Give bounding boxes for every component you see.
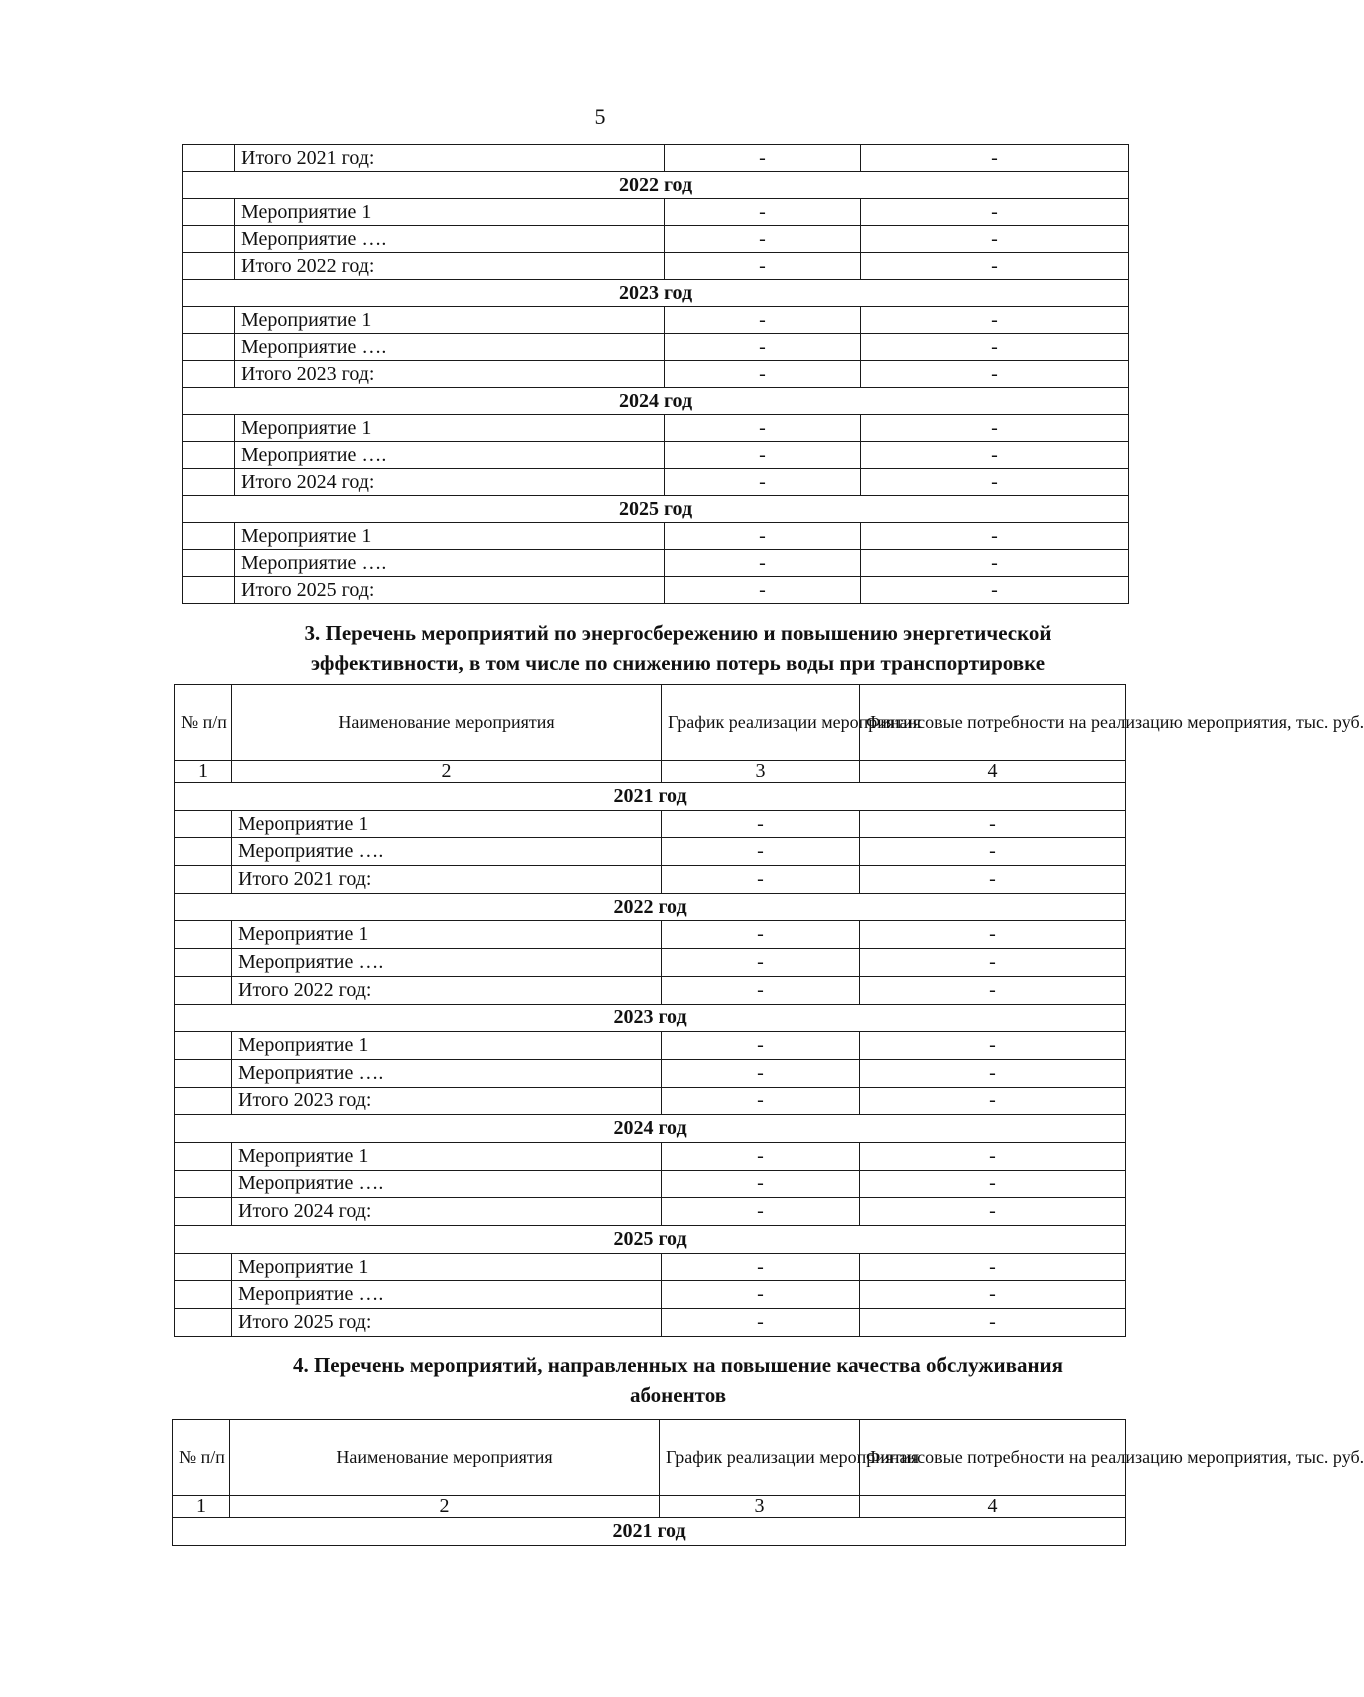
table-row [175,1059,1126,1087]
finance-cell: - [860,976,1126,1004]
row-number [183,550,235,577]
total-label: Итого 2021 год: [232,866,662,894]
table-continued [182,144,1129,604]
section-4-heading [228,1350,1128,1410]
table-row [175,1281,1126,1309]
section-3-heading-line-2: эффективности, в том числе по снижению потерь воды при транспортировке [310,651,1046,675]
table-row [175,838,1126,866]
activity-name: Мероприятие 1 [232,810,662,838]
year-row [175,783,1126,811]
year-label: 2024 год [175,1115,1126,1143]
finance-cell: - [861,307,1129,334]
year-label: 2024 год [183,388,1129,415]
schedule-cell: - [665,550,861,577]
total-label: Итого 2022 год: [232,976,662,1004]
activity-name: Мероприятие …. [232,838,662,866]
header-finance: Финансовые потребности на реализацию мероприятия, тыс. руб. [860,1420,1126,1496]
col-number-4: 4 [860,1496,1126,1518]
schedule-cell: - [665,307,861,334]
table-row [175,921,1126,949]
year-row [183,172,1129,199]
year-row [183,496,1129,523]
schedule-cell: - [662,838,860,866]
header-name: Наименование мероприятия [230,1420,660,1496]
finance-cell: - [860,1198,1126,1226]
activity-name: Мероприятие …. [235,550,665,577]
row-number [175,1142,232,1170]
table-row [183,415,1129,442]
row-number [183,334,235,361]
col-number-1: 1 [173,1496,230,1518]
schedule-cell: - [665,442,861,469]
row-number [183,307,235,334]
section-3-heading [228,618,1128,678]
table-row [183,226,1129,253]
header-schedule: График реализации мероприятия [662,685,860,761]
finance-cell: - [861,253,1129,280]
schedule-cell: - [665,577,861,604]
schedule-cell: - [662,866,860,894]
table-row [175,949,1126,977]
finance-cell: - [861,145,1129,172]
row-number [183,577,235,604]
schedule-cell: - [662,1309,860,1337]
schedule-cell: - [662,1198,860,1226]
column-numbers-row [173,1496,1126,1518]
year-row [183,388,1129,415]
finance-cell: - [860,949,1126,977]
schedule-cell: - [662,1253,860,1281]
table-header-row [175,685,1126,761]
row-number [183,226,235,253]
schedule-cell: - [662,976,860,1004]
col-number-3: 3 [660,1496,860,1518]
schedule-cell: - [662,949,860,977]
year-row [173,1518,1126,1546]
finance-cell: - [860,1170,1126,1198]
section-4-heading-line-2: абонентов [629,1383,727,1407]
table-row [183,523,1129,550]
schedule-cell: - [662,1170,860,1198]
finance-cell: - [861,415,1129,442]
schedule-cell: - [662,1087,860,1115]
activity-name: Мероприятие 1 [235,415,665,442]
year-row [175,1226,1126,1254]
total-row [175,976,1126,1004]
row-number [175,1309,232,1337]
finance-cell: - [860,810,1126,838]
header-schedule: График реализации мероприятия [660,1420,860,1496]
row-number [175,1281,232,1309]
finance-cell: - [860,838,1126,866]
total-row [175,866,1126,894]
col-number-2: 2 [232,761,662,783]
table-row [183,550,1129,577]
row-number [183,253,235,280]
col-number-4: 4 [860,761,1126,783]
total-row [175,1087,1126,1115]
row-number [183,523,235,550]
schedule-cell: - [665,226,861,253]
schedule-cell: - [662,1032,860,1060]
row-number [175,866,232,894]
total-label: Итого 2021 год: [235,145,665,172]
row-number [183,415,235,442]
finance-cell: - [861,523,1129,550]
activity-name: Мероприятие 1 [232,1253,662,1281]
schedule-cell: - [662,810,860,838]
year-label: 2023 год [183,280,1129,307]
row-number [175,838,232,866]
finance-cell: - [860,921,1126,949]
activity-name: Мероприятие 1 [235,307,665,334]
finance-cell: - [861,334,1129,361]
finance-cell: - [860,1309,1126,1337]
table-body [175,783,1126,1337]
year-row [175,1004,1126,1032]
header-name: Наименование мероприятия [232,685,662,761]
table-service-quality [172,1419,1364,1546]
activity-name: Мероприятие 1 [235,199,665,226]
row-number [175,1170,232,1198]
table-row [183,577,1129,604]
col-number-3: 3 [662,761,860,783]
activity-name: Мероприятие …. [235,442,665,469]
schedule-cell: - [665,361,861,388]
total-row [183,145,1129,172]
year-label: 2022 год [183,172,1129,199]
year-label: 2021 год [173,1518,1126,1546]
finance-cell: - [860,1059,1126,1087]
activity-name: Итого 2025 год: [232,1309,662,1337]
table-row [175,810,1126,838]
schedule-cell: - [662,1059,860,1087]
row-number [175,921,232,949]
total-row [175,1198,1126,1226]
table-row [183,442,1129,469]
table-row [175,1170,1126,1198]
finance-cell: - [860,1142,1126,1170]
year-label: 2022 год [175,893,1126,921]
table-row [183,307,1129,334]
year-label: 2025 год [175,1226,1126,1254]
schedule-cell: - [665,334,861,361]
row-number [175,1087,232,1115]
row-number [175,1253,232,1281]
total-row [183,469,1129,496]
schedule-cell: - [665,415,861,442]
row-number [183,145,235,172]
activity-name: Итого 2025 год: [235,577,665,604]
row-number [175,976,232,1004]
table-energy-saving [174,684,1364,1337]
section-4-heading-line-1: 4. Перечень мероприятий, направленных на повышение качества обслуживания [292,1353,1064,1377]
table-row [175,1142,1126,1170]
schedule-cell: - [665,523,861,550]
activity-name: Мероприятие 1 [235,523,665,550]
schedule-cell: - [662,1142,860,1170]
table-row [183,199,1129,226]
year-row [175,893,1126,921]
activity-name: Мероприятие 1 [232,1142,662,1170]
table-header-row [173,1420,1126,1496]
row-number [175,1032,232,1060]
col-number-2: 2 [230,1496,660,1518]
table-body [173,1518,1126,1546]
schedule-cell: - [665,145,861,172]
row-number [183,442,235,469]
total-label: Итого 2023 год: [232,1087,662,1115]
table-row [175,1309,1126,1337]
total-label: Итого 2023 год: [235,361,665,388]
column-numbers-row [175,761,1126,783]
row-number [183,469,235,496]
col-number-1: 1 [175,761,232,783]
row-number [175,1059,232,1087]
schedule-cell: - [662,1281,860,1309]
finance-cell: - [861,226,1129,253]
row-number [183,361,235,388]
finance-cell: - [860,866,1126,894]
row-number [183,199,235,226]
finance-cell: - [861,469,1129,496]
finance-cell: - [861,361,1129,388]
year-label: 2021 год [175,783,1126,811]
row-number [175,949,232,977]
total-label: Итого 2022 год: [235,253,665,280]
row-number [175,1198,232,1226]
table-row [175,1032,1126,1060]
schedule-cell: - [665,199,861,226]
finance-cell: - [860,1253,1126,1281]
activity-name: Мероприятие …. [232,1059,662,1087]
finance-cell: - [861,199,1129,226]
year-label: 2025 год [183,496,1129,523]
total-label: Итого 2024 год: [232,1198,662,1226]
header-num: № п/п [173,1420,230,1496]
activity-name: Мероприятие 1 [232,1032,662,1060]
header-num: № п/п [175,685,232,761]
total-row [183,253,1129,280]
finance-cell: - [860,1032,1126,1060]
year-row [175,1115,1126,1143]
year-row [183,280,1129,307]
finance-cell: - [861,442,1129,469]
activity-name: Мероприятие …. [235,334,665,361]
section-3-heading-line-1: 3. Перечень мероприятий по энергосбережению и повышению энергетической [304,621,1052,645]
activity-name: Мероприятие …. [232,949,662,977]
table-body [183,145,1129,604]
finance-cell: - [861,577,1129,604]
activity-name: Мероприятие 1 [232,921,662,949]
table-row [183,334,1129,361]
activity-name: Мероприятие …. [232,1170,662,1198]
total-label: Итого 2024 год: [235,469,665,496]
schedule-cell: - [665,469,861,496]
header-finance: Финансовые потребности на реализацию мероприятия, тыс. руб. [860,685,1126,761]
activity-name: Мероприятие …. [232,1281,662,1309]
activity-name: Мероприятие …. [235,226,665,253]
finance-cell: - [861,550,1129,577]
year-label: 2023 год [175,1004,1126,1032]
row-number [175,810,232,838]
total-row [183,361,1129,388]
finance-cell: - [860,1281,1126,1309]
table-row [175,1253,1126,1281]
schedule-cell: - [662,921,860,949]
page-number: 5 [594,104,606,129]
schedule-cell: - [665,253,861,280]
finance-cell: - [860,1087,1126,1115]
